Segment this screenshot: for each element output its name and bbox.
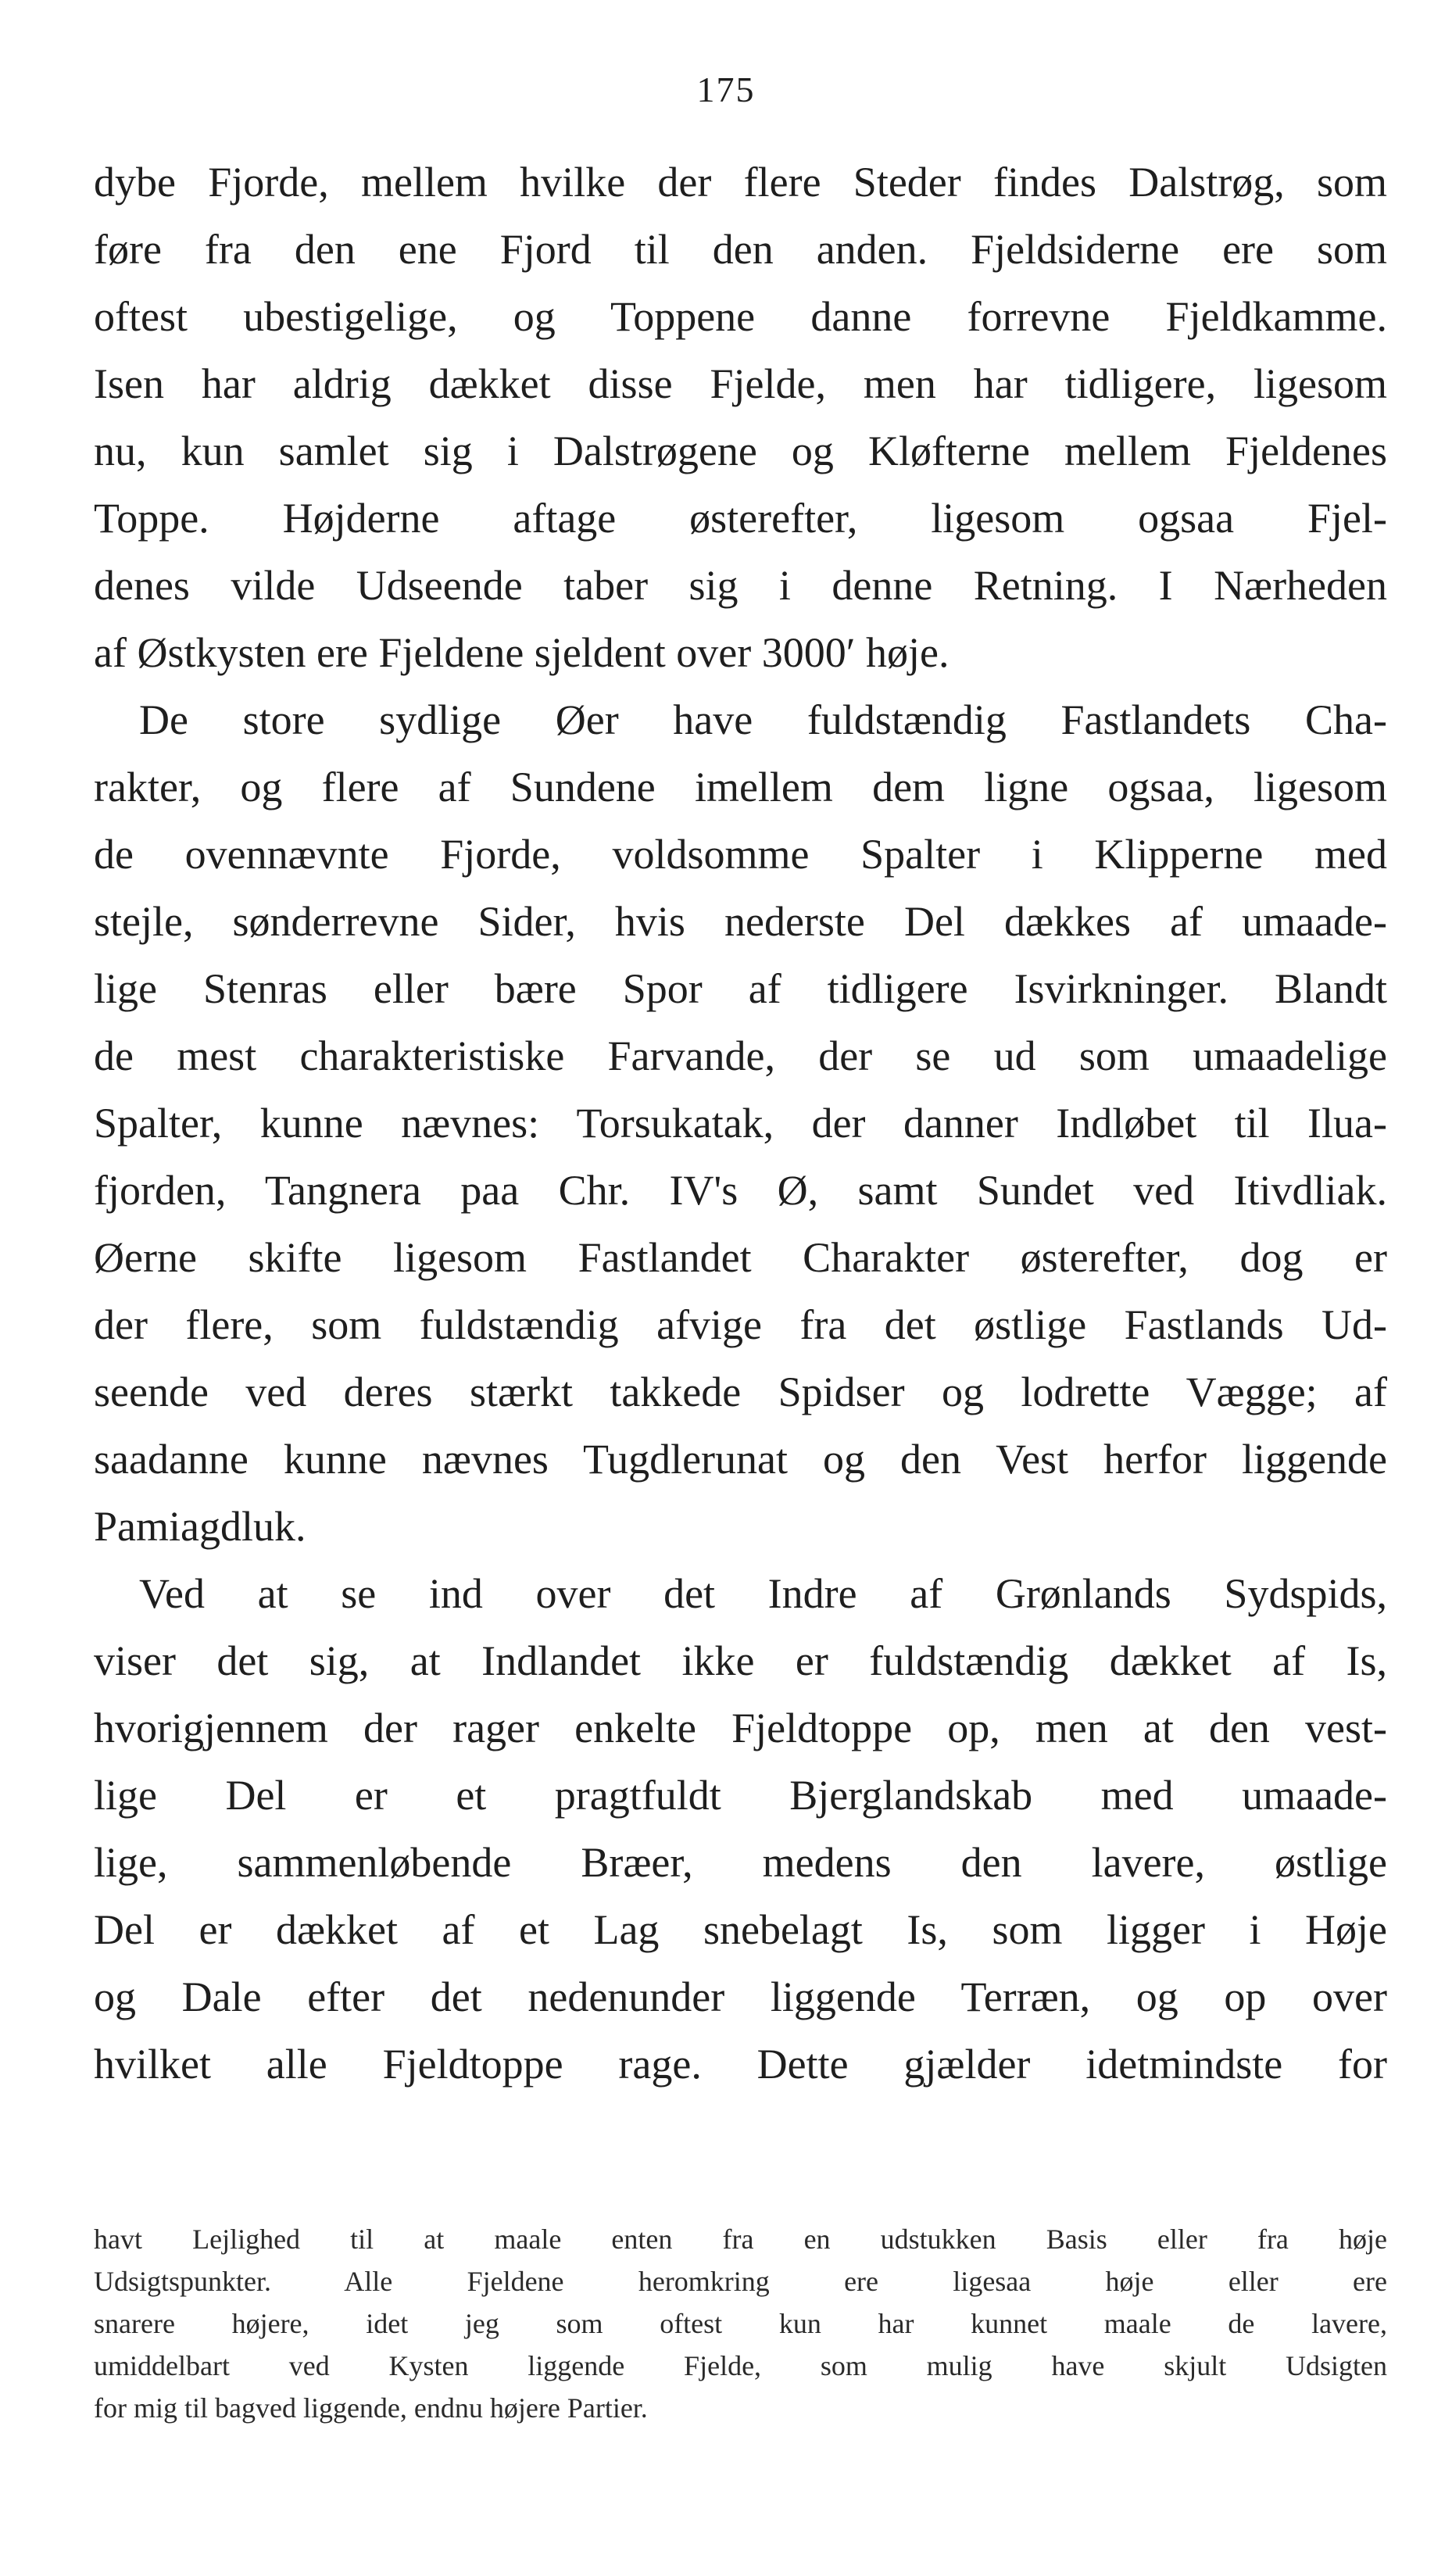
text-line: lige Del er et pragtfuldt Bjerglandskab med umaade-	[94, 1772, 1387, 1819]
text-line: Spalter, kunne nævnes: Torsukatak, der danner Indløbet til Ilua-	[94, 1100, 1387, 1147]
body-text	[94, 148, 1387, 2098]
text-line: af Østkysten ere Fjeldene sjeldent over 3000′ høje.	[94, 629, 950, 676]
text-line: de mest charakteristiske Farvande, der se ud som umaadelige	[94, 1032, 1387, 1079]
text-line: lige, sammenløbende Bræer, medens den lavere, østlige	[94, 1839, 1387, 1886]
text-line: hvilket alle Fjeldtoppe rage. Dette gjælder idetmindste for	[94, 2041, 1387, 2088]
text-line: saadanne kunne nævnes Tugdlerunat og den Vest herfor liggende	[94, 1436, 1387, 1483]
text-line: Isen har aldrig dækket disse Fjelde, men har tidligere, ligesom	[94, 360, 1387, 407]
text-line: Ved at se ind over det Indre af Grønlands Sydspids,	[139, 1570, 1387, 1617]
text-line: viser det sig, at Indlandet ikke er fuldstændig dækket af Is,	[94, 1637, 1387, 1684]
text-line: Pamiagdluk.	[94, 1503, 306, 1550]
text-line: lige Stenras eller bære Spor af tidligere Isvirkninger. Blandt	[94, 965, 1387, 1012]
text-line: føre fra den ene Fjord til den anden. Fjeldsiderne ere som	[94, 226, 1387, 273]
text-line: stejle, sønderrevne Sider, hvis nederste Del dækkes af umaade-	[94, 898, 1387, 945]
text-line: dybe Fjorde, mellem hvilke der flere Steder findes Dalstrøg, som	[94, 159, 1387, 206]
text-line: denes vilde Udseende taber sig i denne Retning. I Nærheden	[94, 562, 1387, 609]
text-line: de ovennævnte Fjorde, voldsomme Spalter i Klipperne med	[94, 831, 1387, 878]
text-line: rakter, og flere af Sundene imellem dem ligne ogsaa, ligesom	[94, 764, 1387, 810]
footnote-line: havt Lejlighed til at maale enten fra en udstukken Basis eller fra høje	[94, 2224, 1387, 2255]
footnote	[94, 2218, 1387, 2429]
footnote-line: umiddelbart ved Kysten liggende Fjelde, som mulig have skjult Udsigten	[94, 2350, 1387, 2381]
text-line: der flere, som fuldstændig afvige fra det østlige Fastlands Ud-	[94, 1301, 1387, 1348]
text-line: Del er dækket af et Lag snebelagt Is, som ligger i Høje	[94, 1906, 1387, 1953]
footnote-line: for mig til bagved liggende, endnu højere Partier.	[94, 2392, 648, 2424]
footnote-line: Udsigtspunkter. Alle Fjeldene heromkring ere ligesaa høje eller ere	[94, 2266, 1387, 2297]
text-line: seende ved deres stærkt takkede Spidser og lodrette Vægge; af	[94, 1368, 1387, 1415]
text-line: oftest ubestigelige, og Toppene danne forrevne Fjeldkamme.	[94, 293, 1387, 340]
text-line: Toppe. Højderne aftage østerefter, ligesom ogsaa Fjel-	[94, 495, 1387, 542]
text-line: fjorden, Tangnera paa Chr. IV's Ø, samt Sundet ved Itivdliak.	[94, 1167, 1387, 1214]
text-line: nu, kun samlet sig i Dalstrøgene og Kløfterne mellem Fjeldenes	[94, 428, 1387, 474]
text-line: og Dale efter det nedenunder liggende Terræn, og op over	[94, 1973, 1387, 2020]
text-line: Øerne skifte ligesom Fastlandet Charakter østerefter, dog er	[94, 1234, 1387, 1281]
text-line: De store sydlige Øer have fuldstændig Fastlandets Cha-	[139, 696, 1387, 743]
page-number: 175	[696, 70, 756, 109]
footnote-line: snarere højere, idet jeg som oftest kun har kunnet maale de lavere,	[94, 2308, 1387, 2339]
text-line: hvorigjennem der rager enkelte Fjeldtoppe op, men at den vest-	[94, 1705, 1387, 1751]
